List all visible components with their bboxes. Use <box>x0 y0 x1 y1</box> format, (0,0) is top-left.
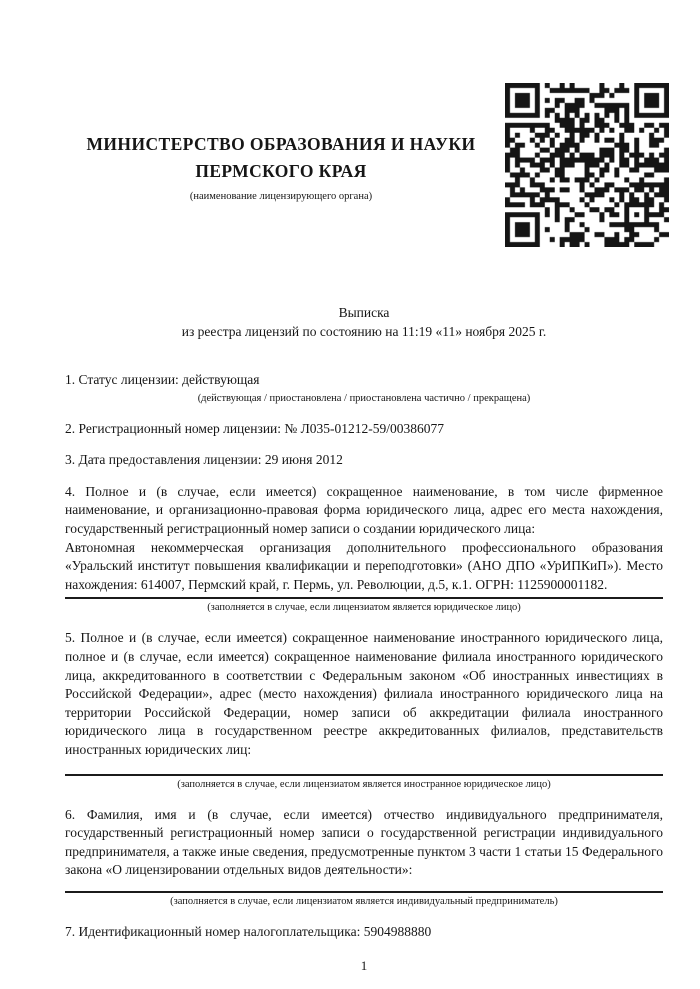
ministry-name-line1: МИНИСТЕРСТВО ОБРАЗОВАНИЯ И НАУКИ <box>86 134 476 154</box>
grant-date-text: 3. Дата предоставления лицензии: 29 июня 2012 <box>65 452 343 468</box>
document-title-line1: Выписка <box>338 305 390 320</box>
item-registration-number <box>65 420 663 439</box>
fill-in-line <box>65 774 663 776</box>
item-taxpayer-id <box>65 923 663 942</box>
legal-entity-question: 4. Полное и (в случае, если имеется) сокращенное наименование, в том числе фирменное наименование, и организационно-правовая форма юридического лица, адрес его места нахождения, государственный регистрационный номер записи о создании юридического лица: <box>65 483 663 536</box>
individual-question: 6. Фамилия, имя и (в случае, если имеется) отчество индивидуального предпринимателя, государственный регистрационный номер записи о государственной регистрации индивидуального предпринимателя, а также иные сведения, предусмотренные пунктом 3 части 1 статьи 15 Федерального закона «О лицензировании отдельных видов деятельности»: <box>65 806 663 878</box>
legal-entity-caption: (заполняется в случае, если лицензиатом является юридическое лицо) <box>207 602 521 614</box>
individual-caption: (заполняется в случае, если лицензиатом является индивидуальный предприниматель) <box>170 895 558 907</box>
document-title <box>65 303 663 341</box>
document-header <box>65 0 663 247</box>
fill-in-line <box>65 597 663 599</box>
legal-entity-answer: Автономная некоммерческая организация дополнительного профессионального образования «Уральский институт повышения квалификации и переподготовки» (АНО ДПО «УрИПКиП»). Место нахождения: 614007, Пермский край, г. Пермь, ул. Революции, д.5, к.1. ОГРН: 1125900001182. <box>65 539 663 592</box>
licensing-authority-block <box>65 83 497 204</box>
foreign-entity-caption: (заполняется в случае, если лицензиатом является иностранное юридическое лицо) <box>177 778 551 790</box>
fill-in-line <box>65 891 663 893</box>
taxpayer-id-text: 7. Идентификационный номер налогоплательщика: 5904988880 <box>65 923 432 939</box>
ministry-name <box>65 131 497 185</box>
document-title-line2: из реестра лицензий по состоянию на 11:19 «11» ноября 2025 г. <box>181 324 547 339</box>
foreign-entity-question: 5. Полное и (в случае, если имеется) сокращенное наименование иностранного юридического лица, полное и (в случае, если имеется) сокращенное наименование филиала иностранного юридического лица, аккредитованного в соответствии с Федеральным законом «Об иностранных инвестициях в Российской Федерации», адрес (место нахождения) филиала иностранного юридического лица на территории Российской Федерации, номер записи об аккредитации филиала иностранного юридического лица в государственном реестре аккредитованных филиалов, представительств иностранных юридических лиц: <box>65 630 663 757</box>
item-individual-entrepreneur <box>65 806 663 909</box>
item-foreign-entity <box>65 629 663 791</box>
license-status-text: 1. Статус лицензии: действующая <box>65 372 260 387</box>
item-license-status <box>65 371 663 406</box>
registration-number-text: 2. Регистрационный номер лицензии: № Л035-01212-59/00386077 <box>65 420 445 436</box>
item-legal-entity <box>65 483 663 616</box>
page-number: 1 <box>360 958 368 974</box>
ministry-caption: (наименование лицензирующего органа) <box>189 191 373 202</box>
item-grant-date <box>65 451 663 470</box>
qr-code-icon <box>505 83 669 247</box>
license-status-caption: (действующая / приостановлена / приостановлена частично / прекращена) <box>197 392 531 404</box>
ministry-name-line2: ПЕРМСКОГО КРАЯ <box>195 161 367 181</box>
